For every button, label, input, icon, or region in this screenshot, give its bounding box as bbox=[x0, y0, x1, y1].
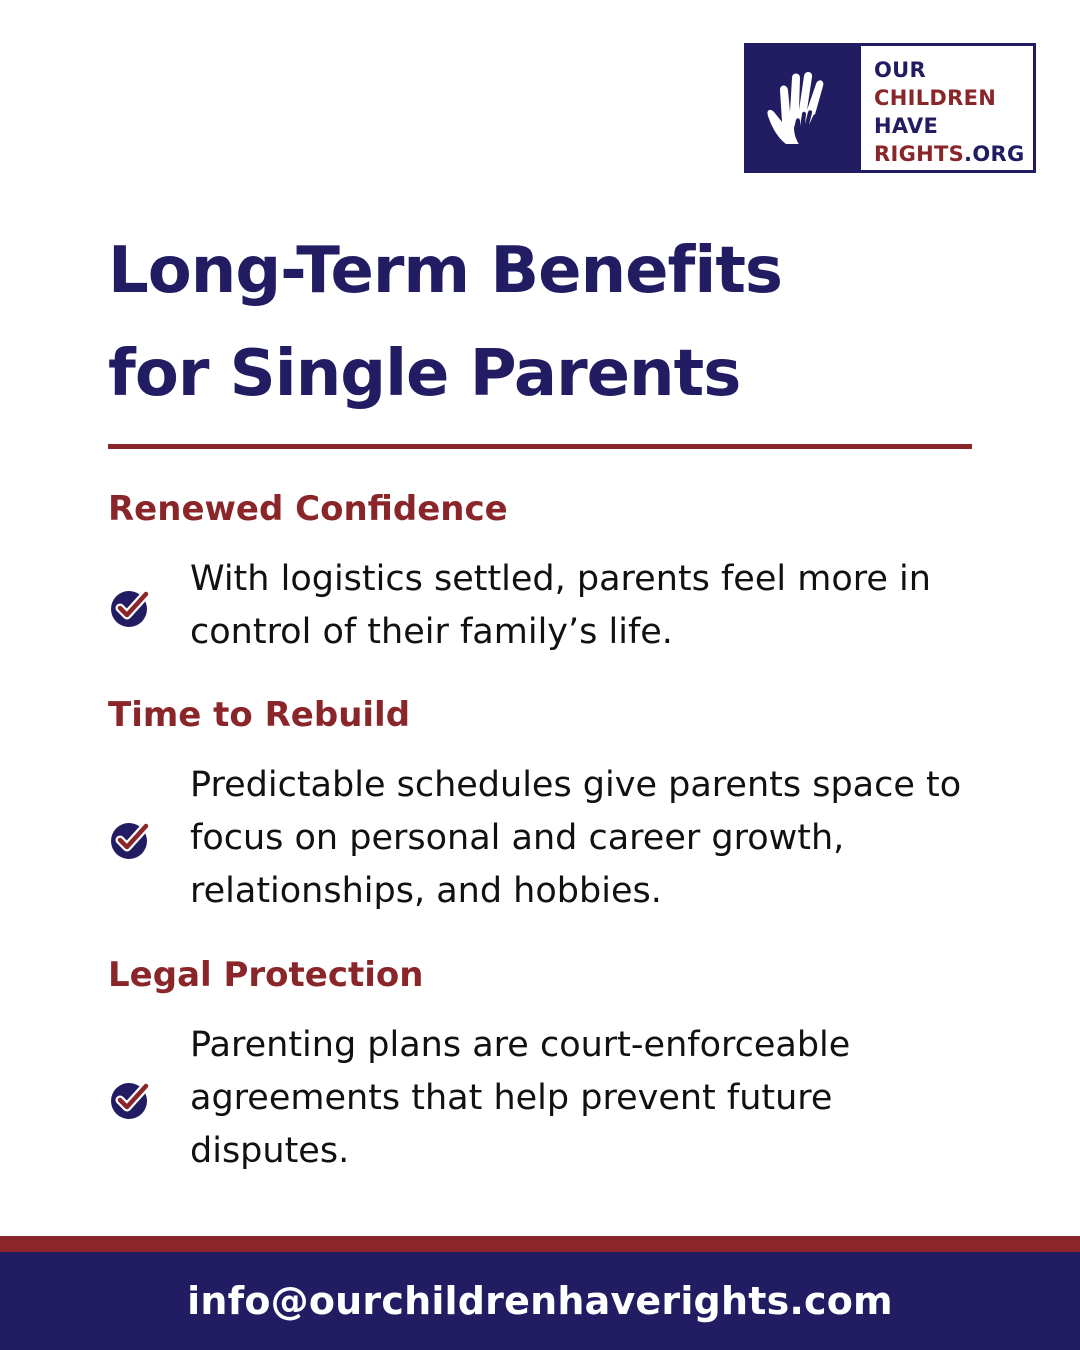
section-item-time-to-rebuild bbox=[108, 759, 968, 924]
check-circle-icon bbox=[108, 1078, 152, 1122]
section-heading-renewed-confidence: Renewed Confidence bbox=[108, 489, 508, 529]
logo-line-children: CHILDREN bbox=[874, 86, 997, 110]
section-text-legal-protection: Parenting plans are court-enforceable agreements that help prevent future disputes. bbox=[190, 1025, 851, 1171]
section-item-renewed-confidence bbox=[108, 553, 968, 663]
page-title bbox=[108, 220, 782, 426]
logo-org: .ORG bbox=[964, 142, 1025, 166]
org-logo bbox=[744, 43, 1036, 173]
footer-bar bbox=[0, 1252, 1080, 1350]
logo-line-our: OUR bbox=[874, 58, 926, 82]
section-heading-time-to-rebuild: Time to Rebuild bbox=[108, 695, 411, 735]
title-divider bbox=[108, 444, 972, 449]
logo-text bbox=[861, 46, 1033, 170]
section-text-time-to-rebuild: Predictable schedules give parents space to focus on personal and career growth, relationships, and hobbies. bbox=[190, 765, 962, 911]
logo-mark bbox=[747, 46, 861, 170]
logo-rights: RIGHTS bbox=[874, 142, 965, 166]
section-heading-legal-protection: Legal Protection bbox=[108, 955, 424, 995]
logo-line-rights bbox=[874, 140, 1033, 168]
logo-line-have: HAVE bbox=[874, 114, 939, 138]
section-item-legal-protection bbox=[108, 1019, 968, 1184]
hands-icon bbox=[756, 60, 852, 156]
section-text-renewed-confidence: With logistics settled, parents feel more in control of their family’s life. bbox=[190, 559, 931, 652]
title-line-2: for Single Parents bbox=[108, 337, 741, 411]
check-circle-icon bbox=[108, 586, 152, 630]
title-line-1: Long-Term Benefits bbox=[108, 234, 782, 308]
footer-stripe bbox=[0, 1236, 1080, 1252]
contact-email-link[interactable]: info@ourchildrenhaverights.com bbox=[187, 1279, 893, 1323]
check-circle-icon bbox=[108, 818, 152, 862]
